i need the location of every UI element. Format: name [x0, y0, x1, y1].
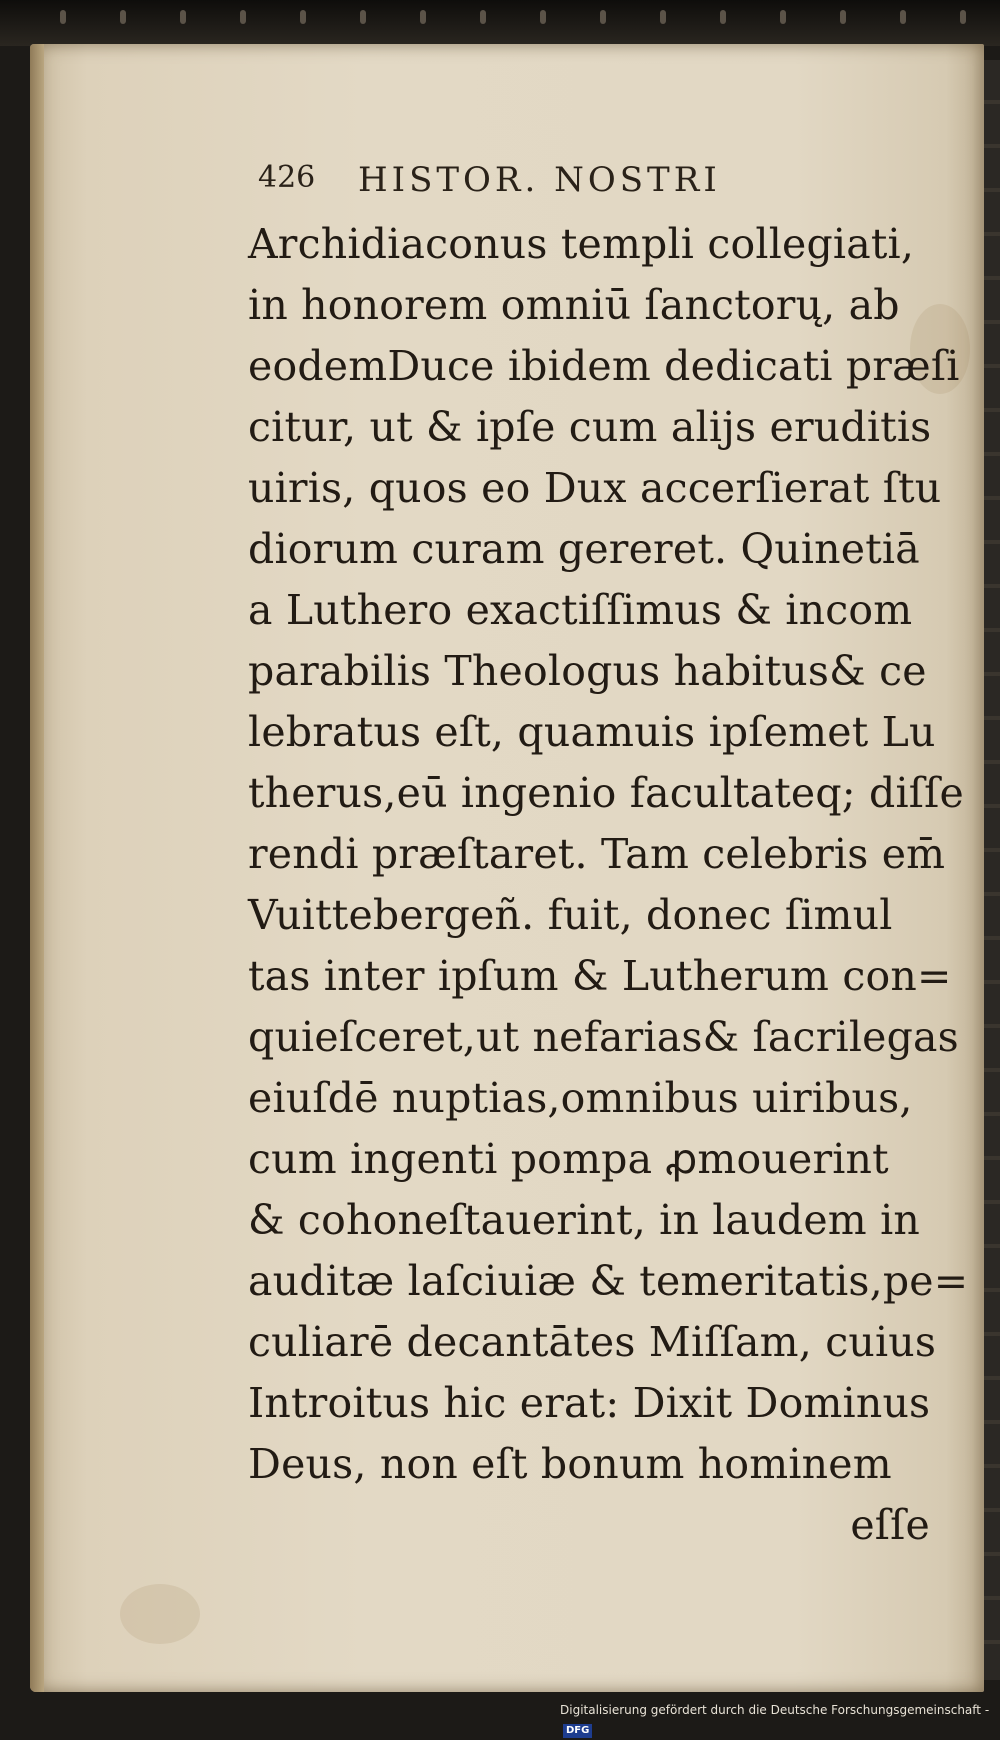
text-line: tas inter ipſum & Lutherum con=	[248, 952, 952, 1000]
scan-background-right	[984, 60, 1000, 1680]
running-title: HISTOR. NOSTRI	[358, 160, 721, 200]
text-line: auditæ laſciuiæ & temeritatis,pe=	[248, 1257, 969, 1305]
scan-background-top	[0, 0, 1000, 46]
text-line: a Luthero exactiſſimus & incom	[248, 586, 913, 634]
page-gutter-edge	[30, 44, 44, 1692]
ruler-mark	[780, 10, 786, 24]
ruler-mark	[900, 10, 906, 24]
ruler-mark	[360, 10, 366, 24]
text-line: Deus, non eſt bonum hominem	[248, 1440, 892, 1488]
text-line: therus,eū ingenio facultateq; diſſe	[248, 769, 965, 817]
ruler-mark	[240, 10, 246, 24]
text-line: Vuittebergeñ. fuit, donec ſimul	[248, 891, 893, 939]
text-line: Archidiaconus templi collegiati,	[248, 220, 915, 268]
catchword: eſſe	[850, 1501, 930, 1549]
text-line: citur, ut & ipſe cum alijs eruditis	[248, 403, 932, 451]
ruler-mark	[180, 10, 186, 24]
text-line: Introitus hic erat: Dixit Dominus	[248, 1379, 931, 1427]
page-number: 426	[258, 160, 316, 195]
credit-text: Digitalisierung gefördert durch die Deutsche Forschungsgemeinschaft -	[560, 1703, 990, 1717]
text-line: cum ingenti pompa ꝓmouerint	[248, 1135, 889, 1183]
ruler-mark	[660, 10, 666, 24]
text-line: uiris, quos eo Dux accerſierat ſtu	[248, 464, 942, 512]
digitization-credit	[560, 1700, 1000, 1736]
body-text	[248, 214, 969, 1556]
ruler-mark	[60, 10, 66, 24]
ruler-mark	[600, 10, 606, 24]
text-line: in honorem omniū ſanctorų, ab	[248, 281, 900, 329]
text-line: eodemDuce ibidem dedicati præſi	[248, 342, 960, 390]
text-line: & cohoneſtauerint, in laudem in	[248, 1196, 921, 1244]
ruler-mark	[420, 10, 426, 24]
ruler-mark	[120, 10, 126, 24]
ruler-mark	[480, 10, 486, 24]
text-line: eiuſdē nuptias,omnibus uiribus,	[248, 1074, 913, 1122]
ruler-mark	[960, 10, 966, 24]
ruler-mark	[840, 10, 846, 24]
text-line: parabilis Theologus habitus& ce	[248, 647, 927, 695]
ruler-mark	[300, 10, 306, 24]
text-line: quieſceret,ut nefarias& ſacrilegas	[248, 1013, 959, 1061]
ruler-mark	[540, 10, 546, 24]
text-line: rendi præſtaret. Tam celebris em̄	[248, 830, 946, 878]
dfg-logo: DFG	[563, 1724, 592, 1738]
text-line: diorum curam gereret. Quinetiā	[248, 525, 920, 573]
page-header	[258, 160, 858, 210]
ruler-mark	[720, 10, 726, 24]
text-line: lebratus eſt, quamuis ipſemet Lu	[248, 708, 936, 756]
text-line: culiarē decantātes Miſſam, cuius	[248, 1318, 937, 1366]
paper-stain	[120, 1584, 200, 1644]
